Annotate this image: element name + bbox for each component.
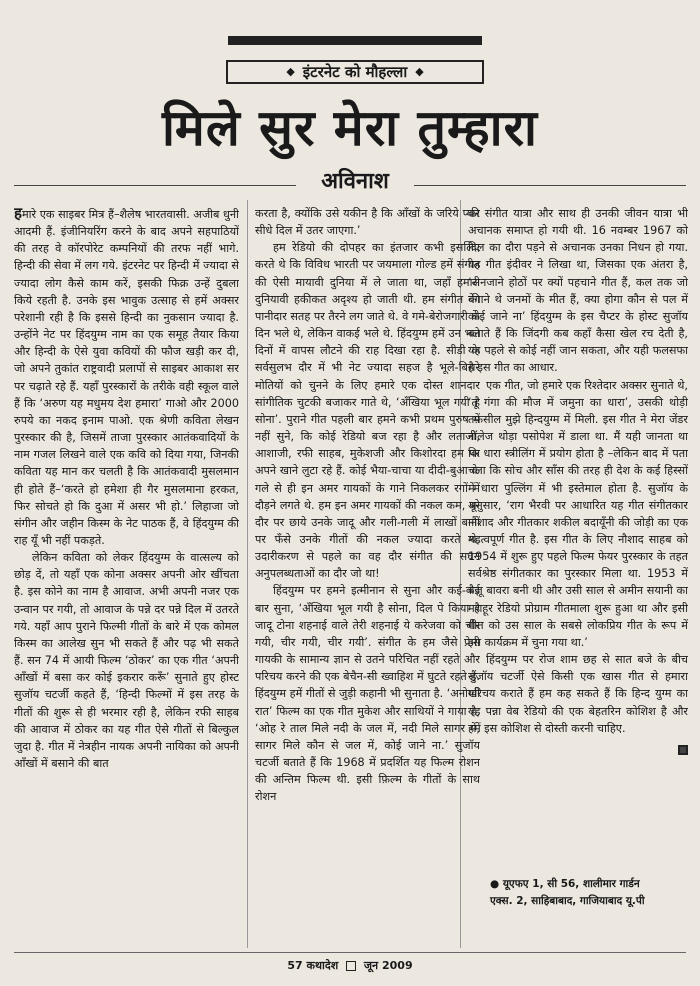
column-divider: [247, 200, 248, 948]
diamond-icon: ◆: [286, 65, 295, 78]
author-name: अविनाश: [321, 168, 389, 194]
header-rule: [228, 36, 482, 45]
author-rule-left: [14, 185, 296, 186]
paragraph: करता है, क्योंकि उसे यकीन है कि आँखों के जरिये प्यार सीधे दिल में उतर जाएगा.’: [255, 207, 480, 238]
diamond-icon: ◆: [415, 65, 424, 78]
paragraph: हमारे एक साइबर मित्र हैं–शैलेष भारतवासी. अजीब धुनी आदमी हैं. इंजीनियरिंग करने के बाद अपने सहपाठियों की तरह वे कॉरपोरेट कम्पनियों की तरफ नहीं भागे. हिन्दी की सेवा में लग गये. इंटरनेट पर हिन्दी में ज्यादा से ज्यादा लोग कैसे काम करें, इसकी फिक्र उन्हें दुबला किये रहती है. उनके इस भावुक उत्साह से हमें अक्सर परेशानी रही है कि इससे हिन्दी का नुकसान ज्यादा है. उन्होंने नेट पर हिंदयुग्म नाम का एक समूह तैयार किया और हिन्दी के ऐसे युवा कवियों की फौज खड़ी कर दी, जो अपने तुकांत राष्ट्रवादी प्रलापों से साइबर आकाश सर पर चढ़ाते रहे हैं. यहाँ पुरस्कारों के तरीके वही स्कूल वाले हैं कि ‘अरुण यह मधुमय देश हमारा’ गाओ और 2000 रुपये का नकद इनाम पाओ. एक श्रेणी कविता लेखन पुरस्कार की है, जिसमें ताजा पुरस्कार आतंकवादियों के नाम गजल लिखने वाले एक कवि को दिया गया, जिनकी कविता यह मान कर चलती है कि आतंकवादी मुसलमान ही होते हैं–‘करते हो हमेशा ही गैर मुसलमाना हरकत, फिर सोचते हो कि दुआ में असर भी हो.’ लिहाजा जो संगीन और जहीन किस्म के नेट पाठक हैं, वे हिंदयुग्म की राह यूँ भी नहीं पकड़ते.: [14, 205, 239, 547]
section-label: इंटरनेट को मौहल्ला: [302, 63, 408, 81]
end-mark-row: [468, 741, 688, 758]
paragraph: हिंदयुग्म पर रोज शाम छह से सात बजे के बीच सुजॉय चटर्जी ऐसे किसी एक खास गीत से हमारा परिचय कराते हैं हम कह सकते हैं कि हिन्द युग्म का यह पन्ना वेब रेडियो की एक बेहतरिन कोशिश है और हमें इस कोशिश से दोस्ती करनी चाहिए.: [468, 653, 688, 735]
paragraph: एक गीत, जो हमारे एक रिश्तेदार अक्सर सुनाते थे, ‘तू गंगा की मौज में जमुना का धारा’, उसकी थोड़ी तफ़सील मुझे हिन्दयुग्म में मिली. इस गीत ने मेरा जेंडर नॉलेज थोड़ा पसोपेश में डाला था. मैं यही जानता था कि धारा स्त्रीलिंग में प्रयोग होता है –लेकिन बाद में पता चला कि सोच और साँस की तरह ही देश के कई हिस्सों में धारा पुल्लिंग में भी इस्तेमाल होता है. सुजॉय के अनुसार, ‘राग भैरवी पर आधारित यह गीत संगीतकार नौशाद और गीतकार शकील बदायूँनी की जोड़ी का एक महत्वपूर्ण गीत है. इस गीत के लिए नौशाद साहब को 1954 में शुरू हुए पहले फिल्म फेयर पुरस्कार के तहत सर्वश्रेष्ठ संगीतकार का पुरस्कार मिला था. 1953 में बैजू बावरा बनी थी और उसी साल से अमीन सयानी का मशहूर रेडियो प्रोग्राम गीतमाला शुरू हुआ था और इसी गीत को उस साल के सबसे लोकप्रिय गीत के रूप में इस कार्यक्रम में चुना गया था.’: [468, 378, 688, 649]
article-title: मिले सुर मेरा तुम्हारा: [161, 98, 539, 157]
paragraph: हिंदयुग्म पर हमने इत्मीनान से सुना और कई-कई बार सुना, ‘अँखिया भूल गयी है सोना, दिल पे किया है जादू टोना शहनाई वाले तेरी शहनाई ये करेजवा को चीर गयी, चीर गयी, चीर गयी’. संगीत के हम जैसे प्रेमी गायकी के सामान्य ज्ञान से उतने परिचित नहीं रहते और परिचय करने की एक बेचैन-सी ख्वाहिश में घुटते रहते हैं. हिंदयुग्म हमें गीतों से जुड़ी कहानी भी सुनाता है. ‘अनोखी रात’ फिल्म का एक गीत मुकेश और साथियों ने गाया है, ‘ओह रे ताल मिले नदी के जल में, नदी मिले सागर में, सागर मिले कौन से जल में, कोई जाने ना.’ सुजॉय चटर्जी बताते हैं कि 1968 में प्रदर्शित यह फिल्म रोशन की अन्तिम फिल्म थी. इसी फ़िल्म के गीतों के साथ रोशन: [255, 584, 480, 804]
paragraph: की संगीत यात्रा और साथ ही उनकी जीवन यात्रा भी अचानक समाप्त हो गयी थी. 16 नवम्बर 1967 को दिल का दौरा पड़ने से अचानक उनका निधन हो गया. यह गीत इंदीवर ने लिखा था, जिसका एक अंतरा है, ‘अनजाने होठों पर क्यों पहचाने गीत हैं, कल तक जो बेगाने थे जनमों के मीत हैं, क्या होगा कौन से पल में कोई जाने ना’ हिंदयुग्म के इस चैप्टर के होस्ट सुजॉय बताते हैं कि जिंदगी कब कहाँ कैसा खेल रच देती है, यह पहले से कोई नहीं जान सकता, और यही फलसफा है इस गीत का आधार.: [468, 207, 688, 375]
end-mark-icon: [678, 745, 688, 755]
issue-date: जून 2009: [363, 959, 413, 972]
square-icon: [346, 961, 356, 971]
column-3: [468, 205, 688, 953]
author-rule-right: [414, 185, 686, 186]
author-address: [490, 876, 690, 910]
address-line: एक्स. 2, साहिबाबाद, गाजियाबाद यू.पी: [490, 895, 645, 907]
drop-cap: ह: [14, 205, 22, 222]
address-line: ● यूएफए 1, सी 56, शालीमार गार्डन: [490, 878, 640, 890]
footer-rule: [14, 952, 686, 953]
magazine-name: कथादेश: [306, 959, 339, 972]
column-2: [255, 205, 480, 953]
column-1: [14, 205, 239, 953]
section-tag: [226, 60, 484, 84]
page-number: 57: [287, 959, 303, 972]
page-footer: [0, 956, 700, 976]
paragraph: हम रेडियो की दोपहर का इंतजार कभी इसलिए करते थे कि विविध भारती पर जयमाला गोल्ड हमें संगीत की ऐसी मायावी दुनिया में ले जाता था, जहाँ हमारी दुनियावी हकीकत अदृश्य हो जाती थी. हम संगीत की पानीदार सतह पर तैरने लग जाते थे. वे गमे-बेरोजगारी के दिन भले थे, लेकिन वाकई भले थे. हिंदयुग्म हमें उन भले दिनों में वापस लौटने की राह दिखा रहा है. सीडी के सर्वसुलभ दौर में भी नेट ज्यादा सहज है भूले-बिसरे मोतियों को चुनने के लिए हमारे एक दोस्त शानदार सांगीतिक चुटकी बजाकर गाते थे, ‘अँखिया भूल गयी है सोना’. पुराने गीत पहली बार हमने कभी प्रथम पुरुष में नहीं सुने, कि कोई रेडियो बज रहा है और लताजी, आशाजी, रफी साहब, मुकेशजी और किशोरदा हम पर अपने खाने लुटा रहे हैं. कोई भैया-चाचा या दीदी-बुआ के गले से ही इन अमर गायकों के गाने निकलकर रगों में दौड़ने लगते थे. हम इन अमर गायकों की नकल कम, पूरे दौर पर छाये उनके जादू और गली-गली में लाखों बानों पर फँसे उनके गीतों की नकल ज्यादा करते थे. उदारीकरण से पहले का वह दौर संगीत की सघन अनुपलब्धताओं का दौर जो था!: [255, 241, 480, 581]
paragraph: लेकिन कविता को लेकर हिंदयुग्म के वात्सल्य को छोड़ दें, तो यहाँ एक कोना अक्सर अपनी ओर खींचता है. इस कोने का नाम है आवाज. अभी अपनी नजर एक उन्वान पर गयी, तो आवाज के पन्ने दर पन्ने दिल में उतरते गये. यहाँ आप पुराने फिल्मी गीतों के बारे में एक कोमल किस्म का आलेख सुन भी सकते हैं और पढ़ भी सकते हैं. सन 74 में आयी फिल्म ‘ठोकर’ का एक गीत ‘अपनी आँखों में बसा कर कोई इकरार करूँ’ सुनाते हुए होस्ट सुजॉय चटर्जी कहते हैं, ‘हिन्दी फिल्मों में इस तरह के गीतों की शुरू से ही भरमार रही है, लेकिन रफी साहब की आवाज में ठोकर का यह गीत ऐसे गीतों से बिल्कुल जुदा है. गीत में नेत्रहीन नायक अपनी नायिका को अपनी आँखों में बसाने की बात: [14, 551, 239, 770]
